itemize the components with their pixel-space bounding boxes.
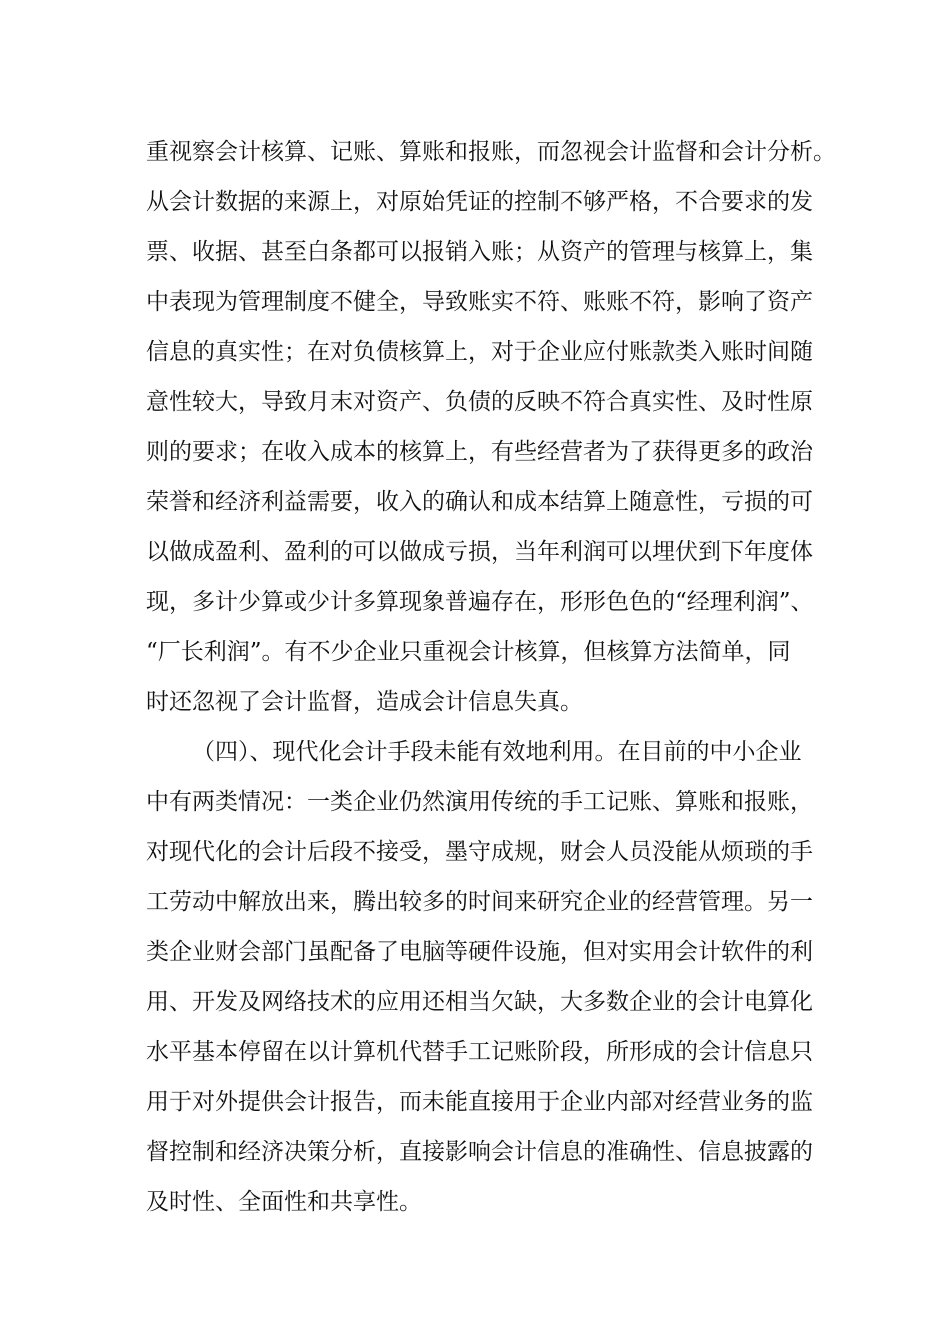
text-line: 现，多计少算或少计多算现象普遍存在，形形色色的“经理利润”、 <box>146 589 814 615</box>
text-line: 时还忽视了会计监督，造成会计信息失真。 <box>146 689 583 715</box>
document-body <box>146 127 846 1227</box>
text-line: 用、开发及网络技术的应用还相当欠缺，大多数企业的会计电算化 <box>146 989 813 1015</box>
text-line: （四）、现代化会计手段未能有效地利用。在目前的中小企业 <box>192 739 802 765</box>
text-line: 类企业财会部门虽配备了电脑等硬件设施，但对实用会计软件的利 <box>146 939 813 965</box>
text-line: 对现代化的会计后段不接受，墨守成规，财会人员没能从烦琐的手 <box>146 839 813 865</box>
text-line: 荣誉和经济利益需要，收入的确认和成本结算上随意性，亏损的可 <box>146 489 813 515</box>
paragraph-continued <box>146 127 846 727</box>
text-line: “厂长利润”。有不少企业只重视会计核算，但核算方法简单，同 <box>146 639 791 665</box>
paragraph-section-four <box>146 727 846 1227</box>
text-line: 用于对外提供会计报告，而未能直接用于企业内部对经营业务的监 <box>146 1089 813 1115</box>
text-line: 水平基本停留在以计算机代替手工记账阶段，所形成的会计信息只 <box>146 1039 813 1065</box>
text-line: 重视察会计核算、记账、算账和报账，而忽视会计监督和会计分析。 <box>146 139 836 165</box>
text-line: 中有两类情况：一类企业仍然演用传统的手工记账、算账和报账， <box>146 789 813 815</box>
text-line: 督控制和经济决策分析，直接影响会计信息的准确性、信息披露的 <box>146 1139 813 1165</box>
text-line: 工劳动中解放出来，腾出较多的时间来研究企业的经营管理。另一 <box>146 889 813 915</box>
text-line: 意性较大，导致月末对资产、负债的反映不符合真实性、及时性原 <box>146 389 813 415</box>
text-line: 以做成盈利、盈利的可以做成亏损，当年利润可以埋伏到下年度体 <box>146 539 813 565</box>
text-line: 票、收据、甚至白条都可以报销入账；从资产的管理与核算上，集 <box>146 239 813 265</box>
text-line: 则的要求；在收入成本的核算上，有些经营者为了获得更多的政治 <box>146 439 813 465</box>
text-line: 及时性、全面性和共享性。 <box>146 1189 422 1215</box>
text-line: 信息的真实性；在对负债核算上，对于企业应付账款类入账时间随 <box>146 339 813 365</box>
text-line: 中表现为管理制度不健全，导致账实不符、账账不符，影响了资产 <box>146 289 813 315</box>
text-line: 从会计数据的来源上，对原始凭证的控制不够严格，不合要求的发 <box>146 189 813 215</box>
